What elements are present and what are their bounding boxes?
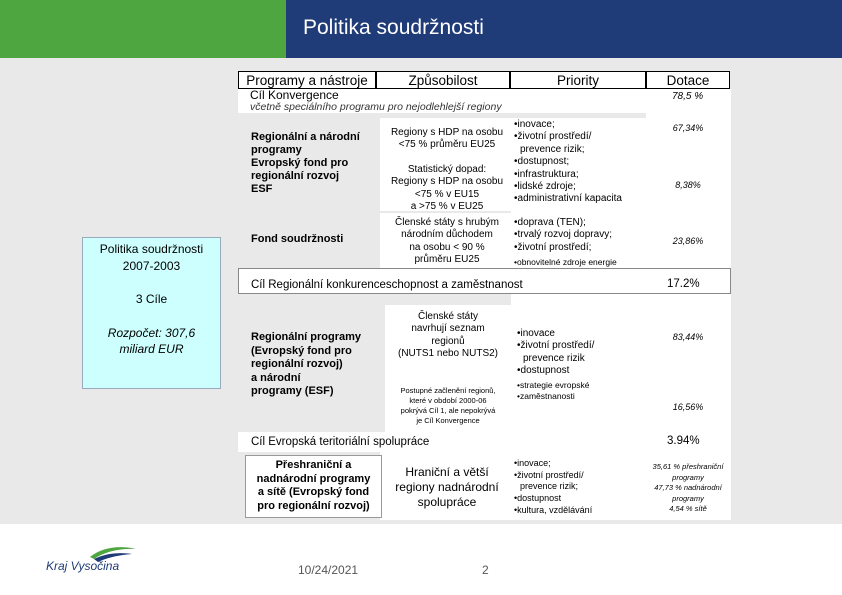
header-zpusobilost: Způsobilost [376,71,510,89]
header-priority: Priority [510,71,646,89]
summary-line1: Politika soudržnosti [99,242,204,256]
prio-line: •obnovitelné zdroje energie [514,257,617,268]
alloc-line: programy [672,493,704,503]
summary-rozpocet2: miliard EUR [119,342,184,356]
elig-line: <75 % průměru EU25 [398,139,496,151]
elig-line: <75 % v EU15 [414,188,480,200]
program-line: programy [251,144,302,156]
konkurence-pct: 17.2% [667,278,700,290]
program-line: Přeshraniční a [275,459,352,471]
konkurence-title: Cíl Regionální konkurenceschopnost a zaměstnanost [251,279,523,291]
prio-line: •dostupnost; [514,156,570,168]
elig-line: Postupné začlenění regionů, [400,386,496,395]
prio-line: •infrastruktura; [514,168,579,180]
elig-line: navrhují seznam [411,323,485,335]
elig-line: (NUTS1 nebo NUTS2) [397,348,499,360]
page-title: Politika soudržnosti [303,16,484,39]
logo-label: Kraj Vysočina [46,559,120,573]
prio-line: •administrativní kapacita [514,193,622,205]
prio-line: •životní prostředí/ [514,469,584,480]
konkurence-pct1: 83,44% [672,332,704,342]
konvergence-pct: 78,5 % [672,91,704,102]
prio-line: prevence rizik; [520,143,585,155]
prio-line: prevence rizik; [520,481,579,492]
title-bar [0,0,842,58]
elig-line: je Cíl Konvergence [416,416,480,425]
prio-line: •životní prostředí; [514,241,592,253]
program-line: pro regionální rozvoj) [257,499,370,512]
prio-line: •strategie evropské [517,380,590,390]
konkurence-programs [251,331,361,399]
program-line: Regionální a národní [251,131,360,143]
program-line: a národní [251,371,301,384]
teritorialni-pct: 3.94% [667,435,700,447]
konkurence-prio1 [517,328,594,378]
konvergence-elig2 [382,164,512,214]
program-line: Regionální programy [251,331,362,343]
elig-line: národním důchodem [401,229,493,241]
prio-line: •inovace; [514,119,555,130]
teritorialni-alloc [645,462,731,515]
elig-line: regionů [431,335,465,347]
prio-line: •inovace [517,328,555,339]
alloc-line: 47,73 % nadnárodní [654,483,722,492]
elig-line: a >75 % v EU25 [410,201,484,213]
teritorialni-title: Cíl Evropská teritoriální spolupráce [251,436,430,448]
prio-line: •zaměstnanosti [517,391,575,401]
prio-line: •dostupnost [514,493,562,504]
prio-line: prevence rizik [523,352,585,364]
program-line: ESF [251,183,273,195]
program-line: Evropský fond pro [251,157,349,169]
elig-line: Regiony s HDP na osobu [390,127,504,138]
program-line: a sítě (Evropský fond [257,486,370,498]
program-line: programy (ESF) [251,385,334,397]
elig-line: na osobu < 90 % [409,241,485,253]
summary-line2: 2007-2003 [122,259,181,273]
konkurence-elig1 [385,311,511,361]
prio-line: •dostupnost [517,365,570,377]
title-accent-green [0,0,286,58]
fond-soudrznosti: Fond soudržnosti [251,233,344,245]
program-line: regionální rozvoj) [251,358,343,370]
prio-line: •životní prostředí/ [517,340,595,352]
konkurence-prio2 [517,380,589,402]
elig-line: Statistický dopad: [407,164,487,175]
konvergence-prio1 [514,119,622,206]
konvergence-programs [251,131,360,196]
prio-line: •inovace; [514,458,551,468]
program-line: nadnárodní programy [256,472,371,485]
kraj-vysocina-logo [46,545,140,575]
teritorialni-elig [385,465,509,510]
prio-line: •doprava (TEN); [514,217,586,228]
teritorialni-programs [245,455,382,518]
summary-rozpocet1: Rozpočet: 307,6 [107,326,196,340]
logo-text [46,559,119,573]
footer-page-number: 2 [482,563,489,577]
konvergence-elig1 [382,127,512,152]
konvergence-title: Cíl Konvergence [250,88,339,102]
program-line: (Evropský fond pro [251,344,352,357]
elig-line: které v období 2000-06 [409,396,487,405]
footer-date: 10/24/2021 [298,563,359,577]
prio-line: •trvalý rozvoj dopravy; [514,229,612,241]
alloc-line: 35,61 % přeshraniční [652,462,724,471]
elig-line: Hraniční a větší [405,465,489,479]
elig-line: Regiony s HDP na osobu [390,176,504,188]
teritorialni-prio [514,458,592,517]
konvergence-pct1: 67,34% [672,123,704,133]
konkurence-pct2: 16,56% [672,402,704,412]
summary-cile: 3 Cíle [135,292,168,306]
header-dotace: Dotace [646,71,730,89]
prio-line: •lidské zdroje; [514,181,576,193]
fond-prio [514,217,617,269]
prio-line: •kultura, vzdělávání [514,504,593,515]
elig-line: průměru EU25 [414,254,480,266]
elig-line: pokrývá Cíl 1, ale nepokrývá [400,406,496,415]
elig-line: Členské státy [417,311,479,322]
alloc-line: 4,54 % sítě [669,504,707,513]
elig-line: regiony nadnárodní [395,480,499,494]
elig-line: Členské státy s hrubým [395,217,499,228]
fond-elig [382,217,512,267]
elig-line: spolupráce [417,495,477,509]
konvergence-pct2: 8,38% [675,180,701,190]
konvergence-pct3: 23,86% [672,236,704,246]
alloc-line: programy [672,472,704,482]
prio-line: •životní prostředí/ [514,131,592,143]
konvergence-subtitle: včetně speciálního programu pro nejodlehlejší regiony [250,101,502,113]
program-line: regionální rozvoj [251,170,340,182]
header-programy: Programy a nástroje [238,71,376,89]
konkurence-elig2 [385,386,511,426]
